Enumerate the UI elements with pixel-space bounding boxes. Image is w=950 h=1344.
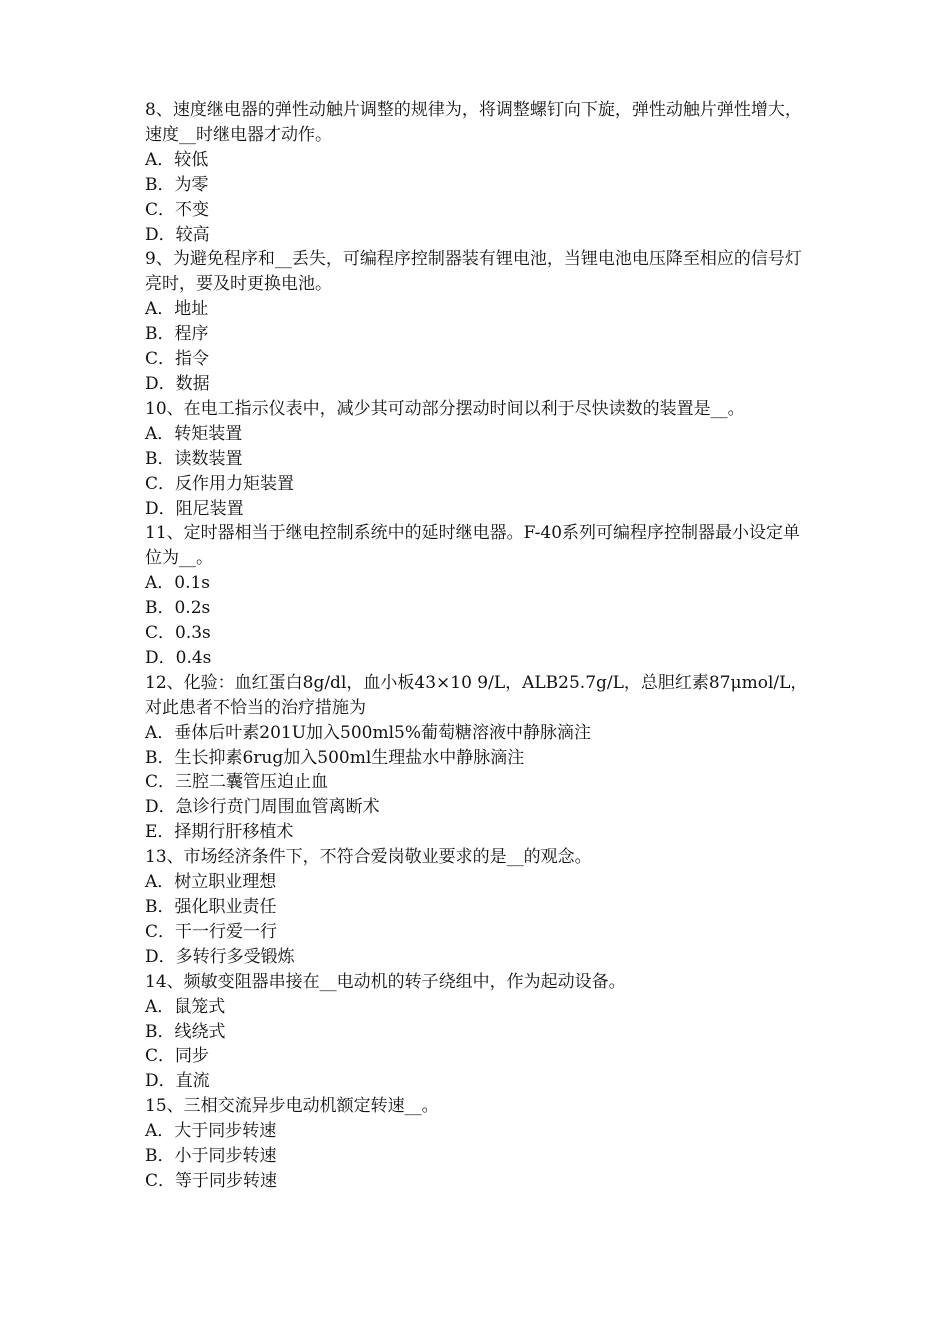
document-page (145, 98, 815, 1194)
option-a: A．转矩装置 (145, 423, 243, 444)
option-b: B．生长抑素6rug加入500ml生理盐水中静脉滴注 (145, 747, 525, 768)
option-a: A．较低 (145, 149, 209, 170)
question-stem: 11、定时器相当于继电控制系统中的延时继电器。F-40系列可编程序控制器最小设定单位为__。 (145, 523, 801, 569)
option-b: B．强化职业责任 (145, 897, 277, 917)
question-stem: 14、频敏变阻器串接在__电动机的转子绕组中，作为起动设备。 (145, 971, 626, 992)
question-stem: 9、为避免程序和__丢失，可编程序控制器装有锂电池，当锂电池电压降至相应的信号灯亮时，要及时更换电池。 (145, 249, 802, 295)
question-8 (145, 98, 815, 247)
question-14 (145, 970, 815, 1095)
option-a: A．0.1s (145, 573, 211, 594)
option-a: A．鼠笼式 (145, 996, 226, 1017)
option-c: C．不变 (145, 199, 210, 220)
option-a: A．树立职业理想 (145, 872, 277, 893)
question-stem: 15、三相交流异步电动机额定转速__。 (145, 1096, 439, 1117)
option-d: D．多转行多受锻炼 (145, 946, 295, 967)
option-b: B．小于同步转速 (145, 1146, 277, 1167)
option-a: A．垂体后叶素201U加入500ml5%葡萄糖溶液中静脉滴注 (145, 722, 592, 743)
option-d: D．直流 (145, 1071, 210, 1092)
question-13 (145, 845, 815, 970)
question-stem: 8、速度继电器的弹性动触片调整的规律为，将调整螺钉向下旋，弹性动触片弹性增大，速度__时继电器才动作。 (145, 100, 802, 145)
option-c: C．反作用力矩装置 (145, 473, 295, 494)
option-b: B．读数装置 (145, 448, 243, 469)
question-stem: 13、市场经济条件下，不符合爱岗敬业要求的是__的观念。 (145, 847, 592, 868)
question-12 (145, 671, 815, 845)
option-c: C．0.3s (145, 623, 211, 644)
question-stem: 12、化验：血红蛋白8g/dl，血小板43×10 9/L，ALB25.7g/L，总胆红素87μmol/L，对此患者不恰当的治疗措施为 (145, 672, 808, 718)
option-a: A．大于同步转速 (145, 1121, 277, 1142)
question-10 (145, 397, 815, 522)
option-c: C．干一行爱一行 (145, 921, 278, 942)
question-stem: 10、在电工指示仪表中，减少其可动部分摆动时间以利于尽快读数的装置是__。 (145, 398, 745, 419)
option-b: B．程序 (145, 324, 209, 345)
question-11 (145, 521, 815, 670)
option-c: C．指令 (145, 349, 210, 370)
option-d: D．阻尼装置 (145, 498, 244, 519)
question-15 (145, 1094, 815, 1194)
option-c: C．等于同步转速 (145, 1170, 278, 1191)
option-d: D．较高 (145, 224, 210, 245)
option-a: A．地址 (145, 299, 209, 320)
option-b: B．0.2s (145, 598, 211, 619)
option-e: E．择期行肝移植术 (145, 822, 294, 843)
option-b: B．为零 (145, 174, 209, 195)
option-d: D．数据 (145, 373, 210, 394)
option-d: D．急诊行贲门周围血管离断术 (145, 797, 380, 818)
option-b: B．线绕式 (145, 1021, 226, 1042)
option-c: C．同步 (145, 1046, 210, 1067)
question-9 (145, 247, 815, 396)
option-c: C．三腔二囊管压迫止血 (145, 772, 329, 793)
option-d: D．0.4s (145, 647, 212, 668)
